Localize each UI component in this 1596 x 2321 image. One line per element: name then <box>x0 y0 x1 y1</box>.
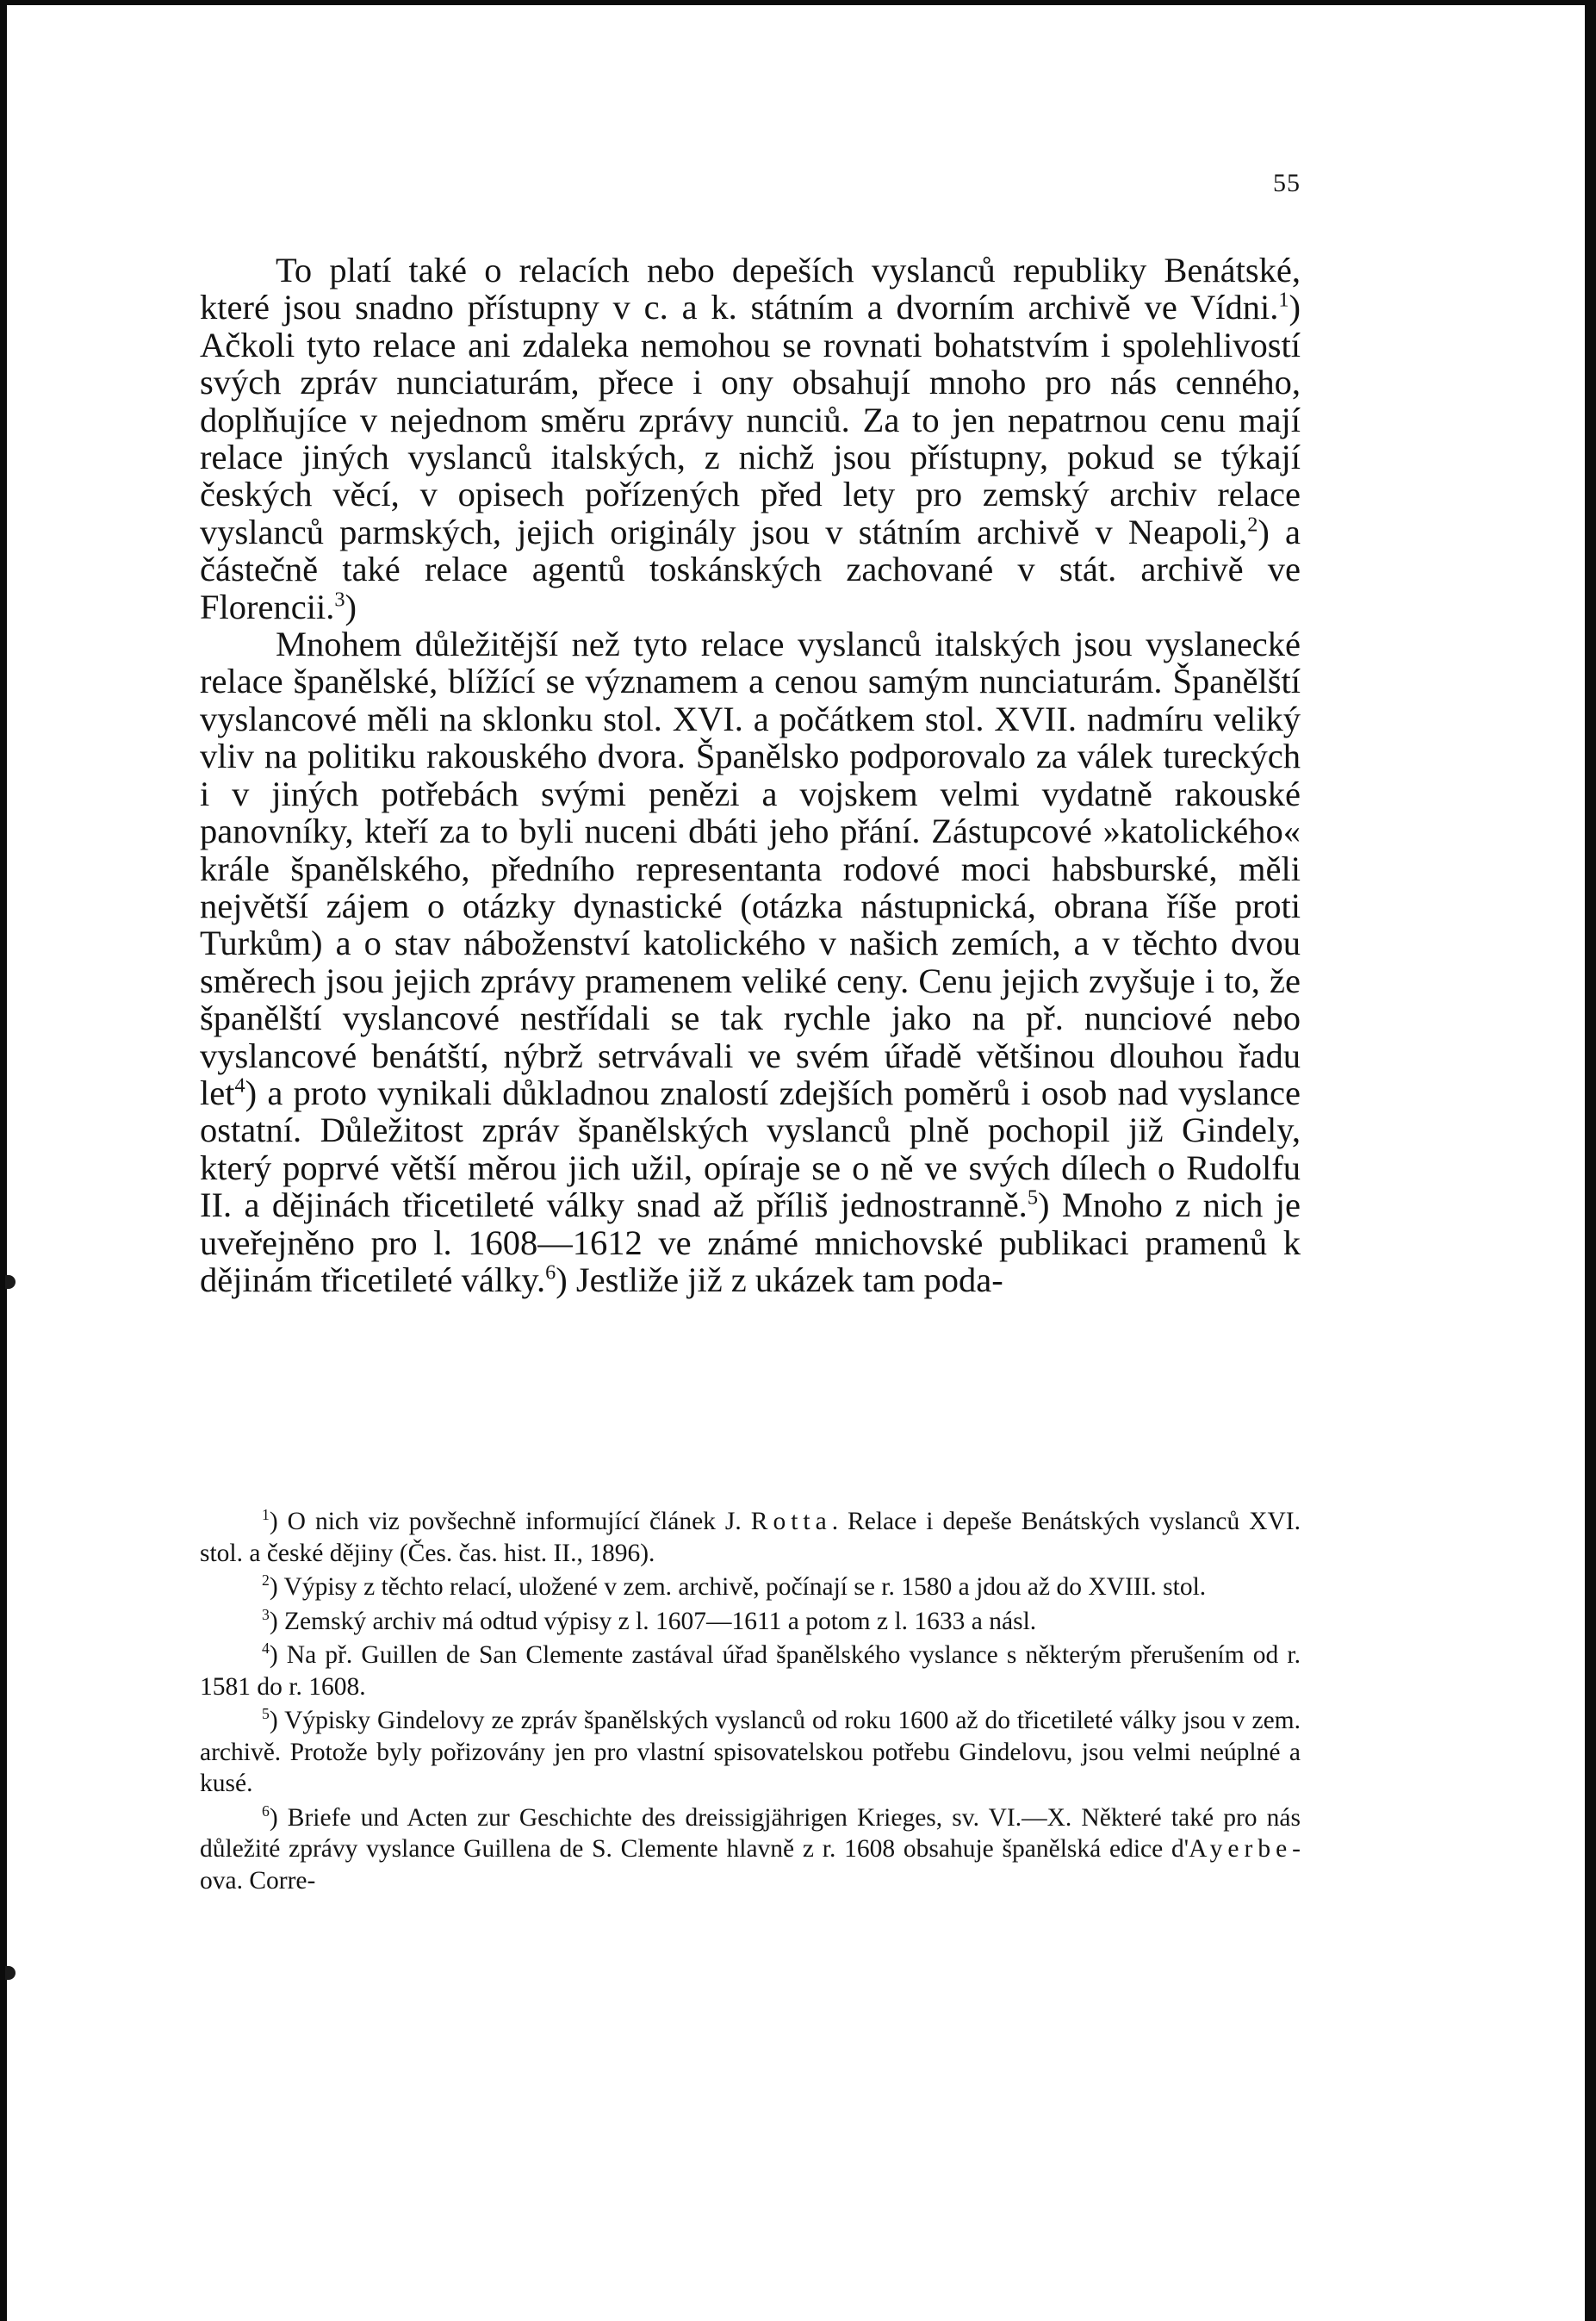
text-run: ) Ačkoli tyto relace ani zdaleka nemohou se rovnati bohatstvím i spolehlivostí svých zpráv nunciaturám, přece i ony obsahují mnoho pro nás cenného, doplňujíce v nejednom směru zprávy nunciů. Za to jen nepatrnou cenu mají relace jiných vyslanců italských, z nichž jsou přístupny, pokud se týkají českých věcí, v opisech pořízených před lety pro zemský archiv relace vyslanců parmských, jejich originály jsou v státním archivě v Neapoli, <box>200 288 1301 551</box>
text-run: Mnohem důležitější než tyto relace vyslanců italských jsou vyslanecké relace španělské, blížící se významem a cenou samým nunciaturám. Španělští vyslancové měli na sklonku stol. XVI. a počátkem stol. XVII. nadmíru veliký vliv na politiku rakouského dvora. Španělsko podporovalo za válek tureckých i v jiných potřebách svými penězi a vojskem velmi vydatně rakouské panovníky, kteří za to byli nuceni dbáti jeho přání. Zástupcové »katolického« krále španělského, předního representanta rodové moci habsburské, měli největší zájem o otázky dynastické (otázka nástupnická, obrana říše proti Turkům) a o stav náboženství katolického v našich zemích, a v těchto dvou směrech jsou jejich zprávy pramenem veliké ceny. Cenu jejich zvyšuje i to, že španělští vyslancové nestřídali se tak rychle jako na př. nunciové nebo vyslancové benátští, nýbrž setrvávali ve svém úřadě většinou dlouhou řadu let <box>200 625 1301 1112</box>
text-run: ) Jestliže již z ukázek tam poda- <box>556 1260 1003 1299</box>
footnote-mark: 4 <box>262 1640 270 1658</box>
binding-mark <box>5 1275 16 1289</box>
footnote <box>200 1705 1301 1800</box>
footnote-ref[interactable]: 6 <box>545 1260 556 1285</box>
scan-border-right <box>1585 0 1596 2321</box>
footnote-ref[interactable]: 4 <box>234 1073 245 1098</box>
page-number: 55 <box>1273 169 1301 197</box>
footnote-mark: 6 <box>262 1801 270 1820</box>
footnote-text: ) O nich viz povšechně informující článek J. <box>269 1508 751 1535</box>
footnote <box>200 1802 1301 1897</box>
text-run: ) Mnoho z nich je uveřejněno pro l. 1608—1612 ve známé mnichovské publikaci pramenů k dějinám třicetileté války. <box>200 1185 1301 1299</box>
footnote <box>200 1506 1301 1569</box>
footnote <box>200 1571 1301 1603</box>
main-text <box>200 252 1301 1298</box>
scan-border-top <box>0 0 1596 5</box>
footnote-text: ) Zemský archiv má odtud výpisy z l. 1607—1611 a potom z l. 1633 a násl. <box>269 1607 1037 1635</box>
binding-mark <box>5 1966 16 1980</box>
text-run: ) <box>345 587 357 626</box>
footnote-mark: 3 <box>262 1605 270 1623</box>
author-name: Rotta <box>750 1508 832 1535</box>
footnote-ref[interactable]: 1 <box>1278 288 1289 312</box>
footnote-mark: 1 <box>262 1506 270 1524</box>
text-run: ) a proto vynikali důkladnou znalostí zdejších poměrů i osob nad vyslance ostatní. Důležitost zpráv španělských vyslanců plně pochopil již Gindely, který poprvé větší měrou jich užil, opíraje se o ně ve svých dílech o Rudolfu II. a dějinách třicetileté války snad až příliš jednostranně. <box>200 1073 1301 1225</box>
footnote-text: ) Briefe und Acten zur Geschichte des dreissigjährigen Krieges, sv. VI.—X. Některé také pro nás důležité zprávy vyslance Guillena de S. Clemente hlavně z r. 1608 obsahuje španělská edice d' <box>200 1803 1301 1863</box>
footnote-ref[interactable]: 2 <box>1247 513 1258 537</box>
author-name: Ayerbe <box>1189 1835 1293 1863</box>
paragraph <box>200 625 1301 1298</box>
footnote-ref[interactable]: 5 <box>1027 1185 1038 1210</box>
paragraph <box>200 252 1301 625</box>
text-run: ) a částečně také relace agentů toskánských zachované v stát. archivě ve Florencii. <box>200 512 1301 626</box>
footnote-text: -ova. Corre- <box>200 1835 1301 1895</box>
footnote-mark: 5 <box>262 1705 270 1723</box>
footnote <box>200 1606 1301 1638</box>
footnote-text: ) Na př. Guillen de San Clemente zastával úřad španělského vyslance s některým přerušením od r. 1581 do r. 1608. <box>200 1641 1301 1701</box>
footnote-ref[interactable]: 3 <box>334 588 345 612</box>
text-run: To platí také o relacích nebo depeších vyslanců republiky Benátské, které jsou snadno přístupny v c. a k. státním a dvorním archivě ve Vídni. <box>200 251 1301 327</box>
footnote-text: . Relace i depeše Benátských vyslanců XVI. stol. a české dějiny (Čes. čas. hist. II., 1896). <box>200 1508 1301 1567</box>
footnote-text: ) Výpisy z těchto relací, uložené v zem. archivě, počínají se r. 1580 a jdou až do XVIII. stol. <box>269 1573 1207 1601</box>
footnote-mark: 2 <box>262 1571 270 1590</box>
footnotes <box>200 1506 1301 1899</box>
footnote-text: ) Výpisky Gindelovy ze zpráv španělských vyslanců od roku 1600 až do třicetileté války jsou v zem. archivě. Protože byly pořizovány jen pro vlastní spisovatelskou potřebu Gindelovu, jsou velmi neúplné a kusé. <box>200 1707 1301 1797</box>
footnote <box>200 1640 1301 1702</box>
